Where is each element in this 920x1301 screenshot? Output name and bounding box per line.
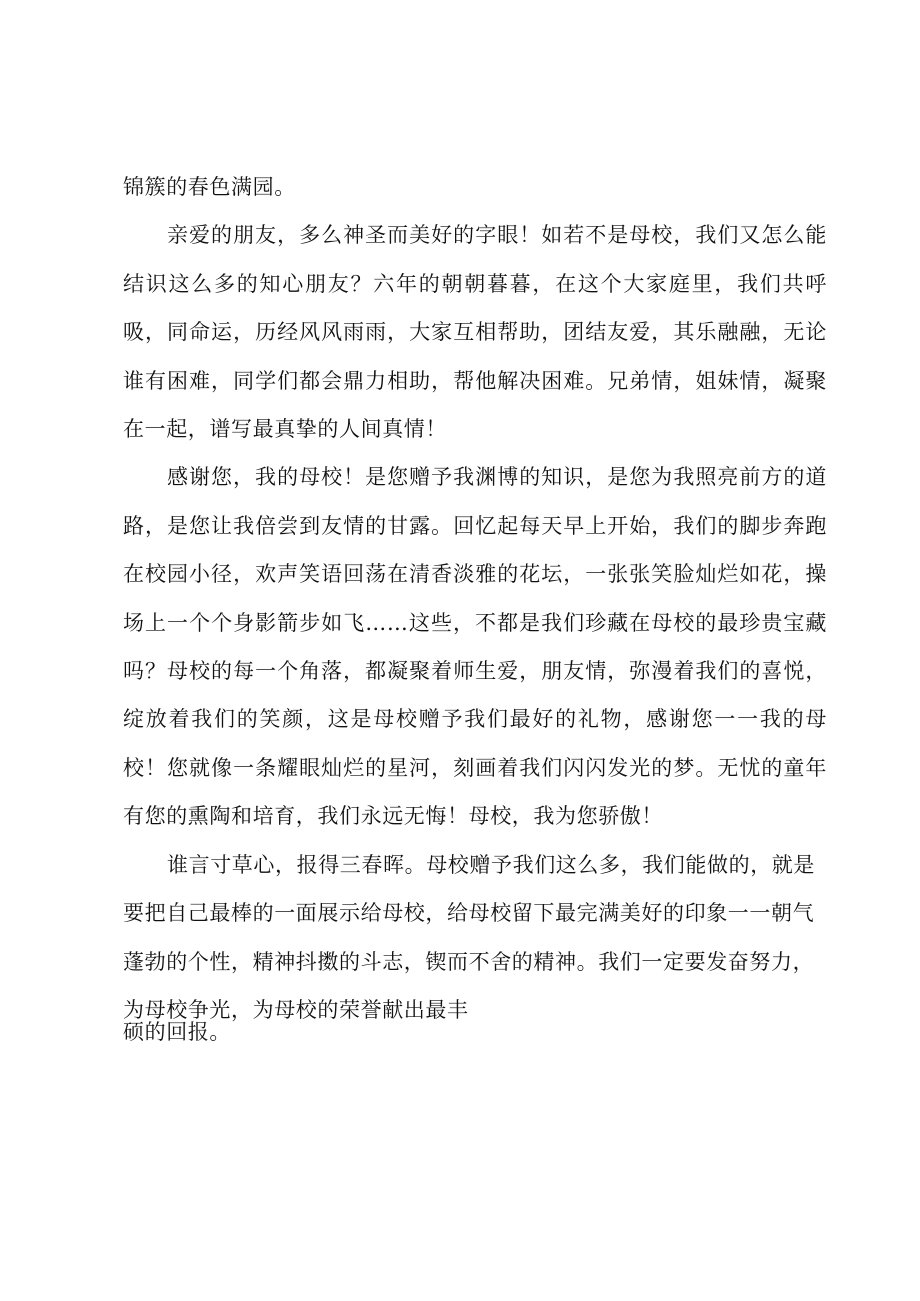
paragraph-2: 亲爱的朋友，多么神圣而美好的字眼！如若不是母校，我们又怎么能结识这么多的知心朋友？六年的朝朝暮暮，在这个大家庭里，我们共呼吸，同命运，历经风风雨雨，大家互相帮助，团结友爱，其乐融融，无论谁有困难，同学们都会鼎力相助，帮他解决困难。兄弟情，姐妹情，凝聚在一起，谱写最真挚的人间真情！ — [123, 223, 827, 442]
paragraph-3: 感谢您，我的母校！是您赠予我渊博的知识，是您为我照亮前方的道路，是您让我倍尝到友情的甘露。回忆起每天早上开始，我们的脚步奔跑在校园小径，欢声笑语回荡在清香淡雅的花坛，一张张笑脸灿烂如花，操场上一个个身影箭步如飞……这些，不都是我们珍藏在母校的最珍贵宝藏吗？母校的每一个角落，都凝聚着师生爱，朋友情，弥漫着我们的喜悦，绽放着我们的笑颜，这是母校赠予我们最好的礼物，感谢您一一我的母校！您就像一条耀眼灿烂的星河，刻画着我们闪闪发光的梦。无忧的童年有您的熏陶和培育，我们永远无悔！母校，我为您骄傲！ — [123, 465, 827, 829]
document-body — [123, 163, 827, 1043]
paragraph-4: 谁言寸草心，报得三春晖。母校赠予我们这么多，我们能做的，就是要把自己最棒的一面展示给母校，给母校留下最完满美好的印象一一朝气蓬勃的个性，精神抖擞的斗志，锲而不舍的精神。我们一定要发奋努力，为母校争光，为母校的荣誉献出最丰 — [123, 852, 815, 1022]
paragraph-1: 锦簇的春色满园。 — [123, 175, 296, 199]
paragraph-4-tail: 硕的回报。 — [123, 1020, 231, 1045]
